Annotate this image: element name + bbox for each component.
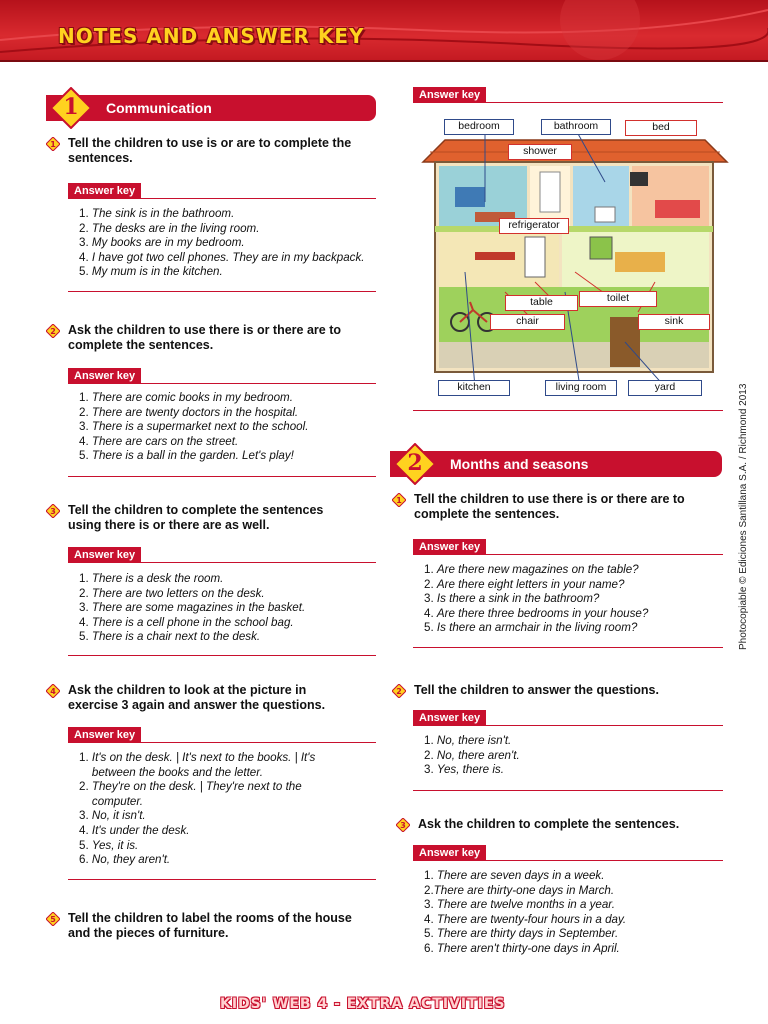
answer-key-bar	[68, 727, 376, 743]
list-item: 4. It's under the desk.	[79, 823, 190, 837]
footer-title: KIDS' WEB 4 - EXTRA ACTIVITIES	[220, 996, 506, 1012]
question-line: sentences.	[68, 151, 133, 165]
list-item: 1. It's on the desk. | It's next to the books. | It's	[79, 751, 316, 764]
section-2-number: 2	[407, 450, 423, 476]
answer-list	[79, 572, 305, 645]
section-1-number: 1	[63, 94, 79, 120]
label-bedroom: bedroom	[444, 119, 514, 135]
question-line: Tell the children to use is or are to complete the	[68, 136, 352, 150]
question-line: Tell the children to answer the questions.	[414, 683, 659, 697]
divider	[68, 655, 376, 656]
svg-text:3: 3	[50, 507, 56, 516]
list-item: 3. There are twelve months in a year.	[424, 898, 615, 912]
svg-text:1: 1	[50, 140, 56, 149]
section-2-title: Months and seasons	[450, 456, 589, 472]
label-toilet: toilet	[579, 291, 657, 307]
answer-key-label: Answer key	[413, 539, 486, 555]
answer-key-label: Answer key	[68, 547, 141, 563]
question-line: Tell the children to complete the sentences	[68, 503, 324, 517]
answer-key-bar	[68, 183, 376, 199]
list-item: 5. There are thirty days in September.	[424, 927, 619, 941]
label-table: table	[505, 295, 578, 311]
answer-key-bar	[68, 368, 376, 384]
list-item: 1. No, there isn't.	[424, 734, 512, 747]
divider	[68, 291, 376, 292]
list-item: 1. There are seven days in a week.	[424, 869, 605, 882]
list-item: 5. My mum is in the kitchen.	[79, 265, 223, 279]
label-living-room: living room	[545, 380, 617, 396]
list-item: 3. Is there a sink in the bathroom?	[424, 592, 600, 606]
house-illustration	[415, 112, 733, 402]
svg-text:2: 2	[396, 687, 402, 696]
list-item: 1. There is a desk the room.	[79, 572, 224, 585]
list-item: 5. There is a chair next to the desk.	[79, 630, 261, 644]
list-item: 5. There is a ball in the garden. Let's play!	[79, 449, 294, 463]
label-sink: sink	[638, 314, 710, 330]
list-item: 5. Yes, it is.	[79, 838, 139, 852]
divider	[413, 790, 723, 791]
list-item: 3. There are some magazines in the basket.	[79, 601, 306, 615]
answer-list	[424, 869, 626, 957]
diamond-bullet-icon	[46, 684, 60, 698]
list-item: 4. There is a cell phone in the school bag.	[79, 615, 294, 629]
list-item: computer.	[91, 794, 144, 808]
answer-key-label: Answer key	[68, 368, 141, 384]
question-line: complete the sentences.	[414, 507, 560, 521]
section-1-title: Communication	[106, 100, 212, 116]
divider	[413, 647, 723, 648]
diamond-bullet-icon	[392, 684, 406, 698]
answer-key-bar	[413, 539, 723, 555]
svg-text:4: 4	[50, 687, 56, 696]
answer-list	[79, 207, 365, 280]
list-item: 4. There are twenty-four hours in a day.	[424, 912, 627, 926]
diamond-bullet-icon	[46, 504, 60, 518]
list-item: 5. Is there an armchair in the living room?	[424, 621, 638, 635]
copyright-note: Photocopiable © Ediciones Santillana S.A. / Richmond 2013	[738, 383, 749, 650]
section-1-number-badge	[50, 87, 92, 129]
svg-text:5: 5	[50, 915, 56, 924]
diamond-bullet-icon	[46, 912, 60, 926]
list-item: 2. No, there aren't.	[424, 748, 520, 762]
answer-key-label: Answer key	[413, 710, 486, 726]
list-item: 3. Yes, there is.	[424, 763, 504, 777]
question-line: Ask the children to complete the sentences.	[418, 817, 680, 831]
list-item: 2. There are two letters on the desk.	[79, 586, 265, 600]
svg-text:2: 2	[50, 327, 56, 336]
list-item: 1. Are there new magazines on the table?	[424, 563, 639, 576]
answer-list	[79, 391, 308, 464]
divider	[68, 476, 376, 477]
diamond-bullet-icon	[46, 324, 60, 338]
question-line: complete the sentences.	[68, 338, 214, 352]
header-divider	[0, 60, 768, 62]
answer-key-label: Answer key	[68, 727, 141, 743]
question-line: Ask the children to use there is or there are to	[68, 323, 341, 337]
section-1-header	[46, 95, 376, 121]
section-2-header	[390, 451, 722, 477]
label-bathroom: bathroom	[541, 119, 611, 135]
list-item: 6. There aren't thirty-one days in April.	[424, 941, 620, 955]
list-item: 4. I have got two cell phones. They are in my backpack.	[79, 250, 365, 264]
list-item: between the books and the letter.	[91, 765, 263, 779]
label-bed: bed	[625, 120, 697, 136]
list-item: 3. No, it isn't.	[79, 809, 146, 823]
label-shower: shower	[508, 144, 572, 160]
label-refrigerator: refrigerator	[499, 218, 569, 234]
divider	[413, 410, 723, 411]
list-item: 3. There is a supermarket next to the school.	[79, 420, 309, 434]
header-bar	[0, 0, 768, 60]
answer-list	[424, 734, 520, 778]
answer-key-bar	[413, 87, 723, 103]
answer-key-label: Answer key	[413, 87, 486, 103]
diamond-bullet-icon	[46, 137, 60, 151]
answer-list	[79, 751, 315, 868]
answer-key-label: Answer key	[413, 845, 486, 861]
question-line: Tell the children to use there is or there are to	[414, 492, 685, 506]
label-yard: yard	[628, 380, 702, 396]
list-item: 2. The desks are in the living room.	[79, 221, 260, 235]
label-chair: chair	[490, 314, 565, 330]
list-item: 2. There are twenty doctors in the hospital.	[79, 405, 299, 419]
diamond-bullet-icon	[392, 493, 406, 507]
list-item: 2. They're on the desk. | They're next to the	[79, 780, 302, 794]
question-line: Ask the children to look at the picture in	[68, 683, 307, 697]
svg-text:1: 1	[396, 496, 402, 505]
question-line: using there is or there are as well.	[68, 518, 270, 532]
divider	[68, 879, 376, 880]
list-item: 4. Are there three bedrooms in your house?	[424, 606, 649, 620]
list-item: 3. My books are in my bedroom.	[79, 236, 245, 250]
list-item: 2.There are thirty-one days in March.	[424, 883, 615, 897]
diamond-bullet-icon	[396, 818, 410, 832]
question-line: exercise 3 again and answer the questions.	[68, 698, 326, 712]
list-item: 1. The sink is in the bathroom.	[79, 207, 235, 220]
list-item: 4. There are cars on the street.	[79, 434, 239, 448]
list-item: 6. No, they aren't.	[79, 853, 171, 867]
page-title: NOTES AND ANSWER KEY	[58, 24, 365, 48]
question-line: Tell the children to label the rooms of the house	[68, 911, 352, 925]
label-kitchen: kitchen	[438, 380, 510, 396]
answer-key-bar	[413, 845, 723, 861]
answer-key-label: Answer key	[68, 183, 141, 199]
answer-key-bar	[68, 547, 376, 563]
list-item: 2. Are there eight letters in your name?	[424, 577, 625, 591]
answer-list	[424, 563, 648, 636]
question-line: and the pieces of furniture.	[68, 926, 229, 940]
list-item: 1. There are comic books in my bedroom.	[79, 391, 293, 404]
svg-text:3: 3	[400, 821, 406, 830]
answer-key-bar	[413, 710, 723, 726]
section-2-number-badge	[394, 443, 436, 485]
